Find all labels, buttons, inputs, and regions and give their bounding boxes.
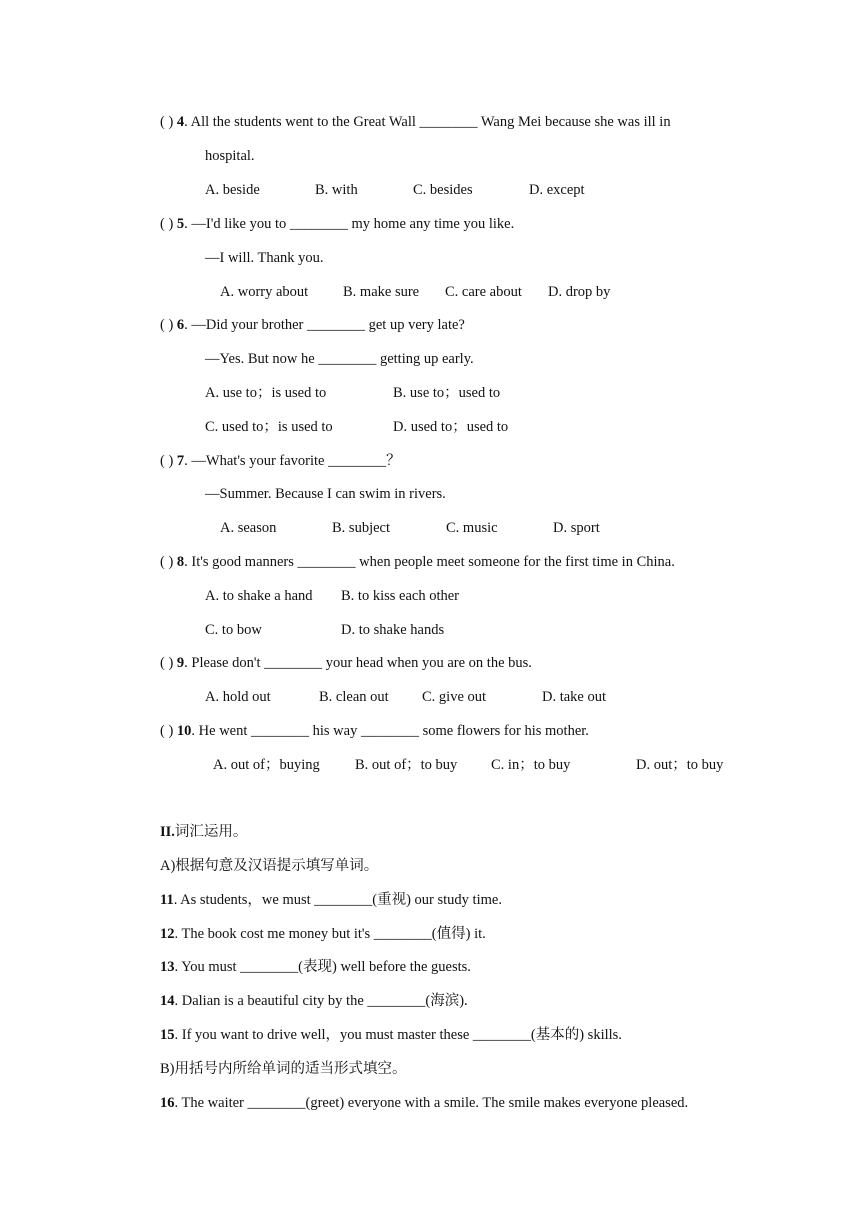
- question-7: [160, 452, 401, 470]
- option-c: C. used to；is used to: [205, 419, 333, 435]
- question-10: [160, 722, 589, 740]
- item-13: [160, 958, 471, 976]
- option-d: D. take out: [542, 689, 607, 705]
- part-b-instruction: B)用括号内所给单词的适当形式填空。: [160, 1061, 407, 1077]
- item-16: [160, 1094, 688, 1112]
- option-c: C. besides: [413, 182, 473, 198]
- option-d: D. to shake hands: [341, 622, 445, 638]
- answer-bracket: ( ): [160, 317, 174, 333]
- option-c: C. give out: [422, 689, 487, 705]
- item-number: 11: [160, 892, 174, 908]
- item-text: . You must ________(表现) well before the guests.: [174, 959, 471, 975]
- answer-bracket: ( ): [160, 453, 174, 469]
- option-b: B. with: [315, 182, 358, 198]
- option-a: A. beside: [205, 182, 260, 198]
- item-number: 16: [160, 1095, 175, 1111]
- question-stem: . Please don't ________ your head when you are on the bus.: [184, 655, 532, 671]
- section-title: [160, 823, 247, 841]
- question-number: 7: [176, 453, 185, 469]
- question-reply: —Summer. Because I can swim in rivers.: [205, 486, 446, 502]
- section-number: II.: [160, 824, 175, 840]
- option-c: C. in；to buy: [491, 757, 571, 773]
- question-number: 5: [176, 216, 185, 232]
- question-stem: . —Did your brother ________ get up very late?: [184, 317, 465, 333]
- question-6: [160, 316, 465, 334]
- item-text: . The waiter ________(greet) everyone with a smile. The smile makes everyone pleased.: [174, 1095, 689, 1111]
- option-a: A. out of；buying: [213, 757, 320, 773]
- item-number: 13: [160, 959, 175, 975]
- option-b: B. out of；to buy: [355, 757, 458, 773]
- option-a: A. hold out: [205, 689, 271, 705]
- question-4: [160, 113, 671, 131]
- option-b: B. subject: [332, 520, 390, 536]
- answer-bracket: ( ): [160, 655, 174, 671]
- option-a: A. season: [220, 520, 277, 536]
- item-11: [160, 891, 502, 909]
- question-stem: . —What's your favorite ________？: [184, 453, 401, 469]
- question-8: [160, 553, 675, 571]
- question-number: 9: [176, 655, 185, 671]
- option-a: A. worry about: [220, 284, 309, 300]
- question-number: 10: [176, 723, 192, 739]
- option-b: B. clean out: [319, 689, 389, 705]
- answer-bracket: ( ): [160, 216, 174, 232]
- item-14: [160, 992, 468, 1010]
- option-a: A. to shake a hand: [205, 588, 313, 604]
- option-c: C. to bow: [205, 622, 262, 638]
- question-stem: . It's good manners ________ when people meet someone for the first time in China.: [184, 554, 675, 570]
- item-15: [160, 1026, 622, 1044]
- option-c: C. music: [446, 520, 498, 536]
- option-a: A. use to；is used to: [205, 385, 327, 401]
- item-text: . As students，we must ________(重视) our study time.: [173, 892, 502, 908]
- option-c: C. care about: [445, 284, 522, 300]
- question-reply: —Yes. But now he ________ getting up early.: [205, 351, 474, 367]
- option-d: D. sport: [553, 520, 600, 536]
- question-stem: . He went ________ his way ________ some flowers for his mother.: [191, 723, 589, 739]
- question-stem: . All the students went to the Great Wall ________ Wang Mei because she was ill in: [184, 114, 671, 130]
- answer-bracket: ( ): [160, 114, 174, 130]
- item-text: . If you want to drive well，you must master these ________(基本的) skills.: [174, 1027, 622, 1043]
- question-stem: . —I'd like you to ________ my home any time you like.: [184, 216, 515, 232]
- question-number: 8: [176, 554, 185, 570]
- part-a-instruction: A)根据句意及汉语提示填写单词。: [160, 858, 379, 874]
- question-number: 6: [176, 317, 185, 333]
- option-b: B. to kiss each other: [341, 588, 459, 604]
- option-d: D. used to；used to: [393, 419, 509, 435]
- item-number: 14: [160, 993, 175, 1009]
- question-9: [160, 654, 532, 672]
- item-number: 15: [160, 1027, 175, 1043]
- question-reply: —I will. Thank you.: [205, 250, 324, 266]
- question-number: 4: [176, 114, 185, 130]
- option-d: D. drop by: [548, 284, 611, 300]
- question-stem-continued: hospital.: [205, 148, 255, 164]
- item-text: . Dalian is a beautiful city by the ________(海滨).: [174, 993, 468, 1009]
- question-5: [160, 215, 514, 233]
- item-12: [160, 925, 486, 943]
- item-number: 12: [160, 926, 175, 942]
- option-d: D. except: [529, 182, 585, 198]
- answer-bracket: ( ): [160, 554, 174, 570]
- option-b: B. make sure: [343, 284, 420, 300]
- section-heading: 词汇运用。: [174, 824, 248, 840]
- option-b: B. use to；used to: [393, 385, 501, 401]
- item-text: . The book cost me money but it's ________(值得) it.: [174, 926, 486, 942]
- answer-bracket: ( ): [160, 723, 174, 739]
- option-d: D. out；to buy: [636, 757, 724, 773]
